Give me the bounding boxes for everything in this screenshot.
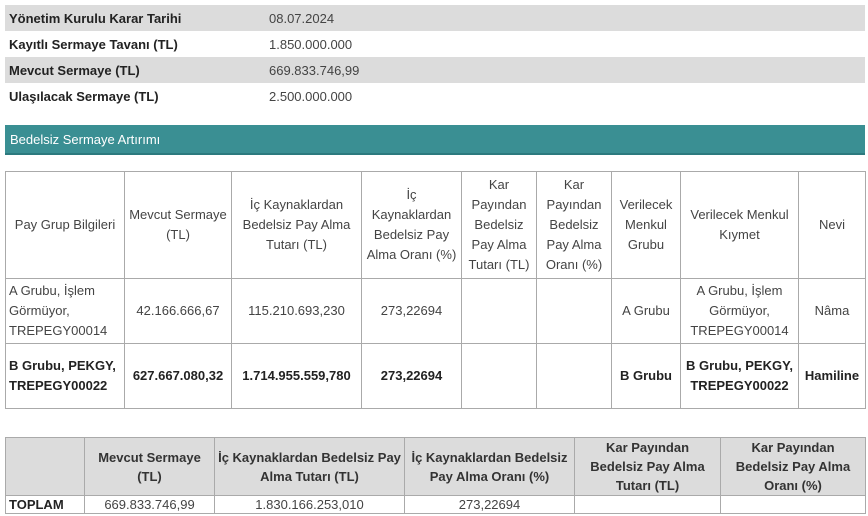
table-row bbox=[6, 344, 866, 409]
table-cell: B Grubu bbox=[612, 344, 681, 409]
total-summary-table bbox=[5, 437, 866, 514]
info-row-current-capital bbox=[5, 57, 865, 83]
table-cell: A Grubu, İşlem Görmüyor, TREPEGY00014 bbox=[6, 279, 125, 344]
column-header: Nevi bbox=[799, 172, 866, 279]
column-header: Mevcut Sermaye (TL) bbox=[125, 172, 232, 279]
section-header: Bedelsiz Sermaye Artırımı bbox=[5, 125, 865, 155]
table-cell: 273,22694 bbox=[405, 496, 575, 514]
table-cell bbox=[537, 279, 612, 344]
table-cell bbox=[537, 344, 612, 409]
table-header-row bbox=[6, 172, 866, 279]
table-cell bbox=[462, 344, 537, 409]
table-row bbox=[6, 279, 866, 344]
table-cell: 273,22694 bbox=[362, 344, 462, 409]
column-header: Kar Payından Bedelsiz Pay Alma Tutarı (TL) bbox=[575, 438, 721, 496]
table-cell bbox=[462, 279, 537, 344]
table-cell: A Grubu, İşlem Görmüyor, TREPEGY00014 bbox=[681, 279, 799, 344]
info-value: 08.07.2024 bbox=[265, 5, 865, 31]
total-row bbox=[6, 496, 866, 514]
column-header bbox=[6, 438, 85, 496]
info-row-decision-date bbox=[5, 5, 865, 31]
column-header: Verilecek Menkul Grubu bbox=[612, 172, 681, 279]
table-cell bbox=[575, 496, 721, 514]
column-header: İç Kaynaklardan Bedelsiz Pay Alma Tutarı (TL) bbox=[232, 172, 362, 279]
info-value: 669.833.746,99 bbox=[265, 57, 865, 83]
total-label: TOPLAM bbox=[6, 496, 85, 514]
table-cell: B Grubu, PEKGY, TREPEGY00022 bbox=[681, 344, 799, 409]
decision-info-table bbox=[5, 5, 865, 109]
info-value: 1.850.000.000 bbox=[269, 36, 353, 52]
column-header: Verilecek Menkul Kıymet bbox=[681, 172, 799, 279]
table-cell: B Grubu, PEKGY, TREPEGY00022 bbox=[6, 344, 125, 409]
table-cell: Hamiline bbox=[799, 344, 866, 409]
info-label: Ulaşılacak Sermaye (TL) bbox=[9, 88, 159, 104]
column-header: Kar Payından Bedelsiz Pay Alma Oranı (%) bbox=[721, 438, 866, 496]
table-cell: 1.714.955.559,780 bbox=[232, 344, 362, 409]
column-header: İç Kaynaklardan Bedelsiz Pay Alma Oranı (%) bbox=[405, 438, 575, 496]
table-cell: 1.830.166.253,010 bbox=[215, 496, 405, 514]
column-header: Kar Payından Bedelsiz Pay Alma Oranı (%) bbox=[537, 172, 612, 279]
column-header: Mevcut Sermaye (TL) bbox=[85, 438, 215, 496]
column-header: Pay Grup Bilgileri bbox=[6, 172, 125, 279]
table-cell: 669.833.746,99 bbox=[85, 496, 215, 514]
table-cell: 273,22694 bbox=[362, 279, 462, 344]
info-label: Mevcut Sermaye (TL) bbox=[5, 57, 265, 83]
share-group-table bbox=[5, 171, 866, 409]
table-cell: 115.210.693,230 bbox=[232, 279, 362, 344]
info-label: Kayıtlı Sermaye Tavanı (TL) bbox=[9, 36, 178, 52]
info-label: Yönetim Kurulu Karar Tarihi bbox=[5, 5, 265, 31]
table-header-row bbox=[6, 438, 866, 496]
table-cell bbox=[721, 496, 866, 514]
table-cell: 627.667.080,32 bbox=[125, 344, 232, 409]
info-row-registered-capital-ceiling bbox=[5, 31, 865, 57]
table-cell: A Grubu bbox=[612, 279, 681, 344]
table-cell: Nâma bbox=[799, 279, 866, 344]
column-header: İç Kaynaklardan Bedelsiz Pay Alma Tutarı (TL) bbox=[215, 438, 405, 496]
info-value: 2.500.000.000 bbox=[269, 88, 353, 104]
column-header: Kar Payından Bedelsiz Pay Alma Tutarı (TL) bbox=[462, 172, 537, 279]
info-row-target-capital bbox=[5, 83, 865, 109]
column-header: İç Kaynaklardan Bedelsiz Pay Alma Oranı (%) bbox=[362, 172, 462, 279]
table-cell: 42.166.666,67 bbox=[125, 279, 232, 344]
